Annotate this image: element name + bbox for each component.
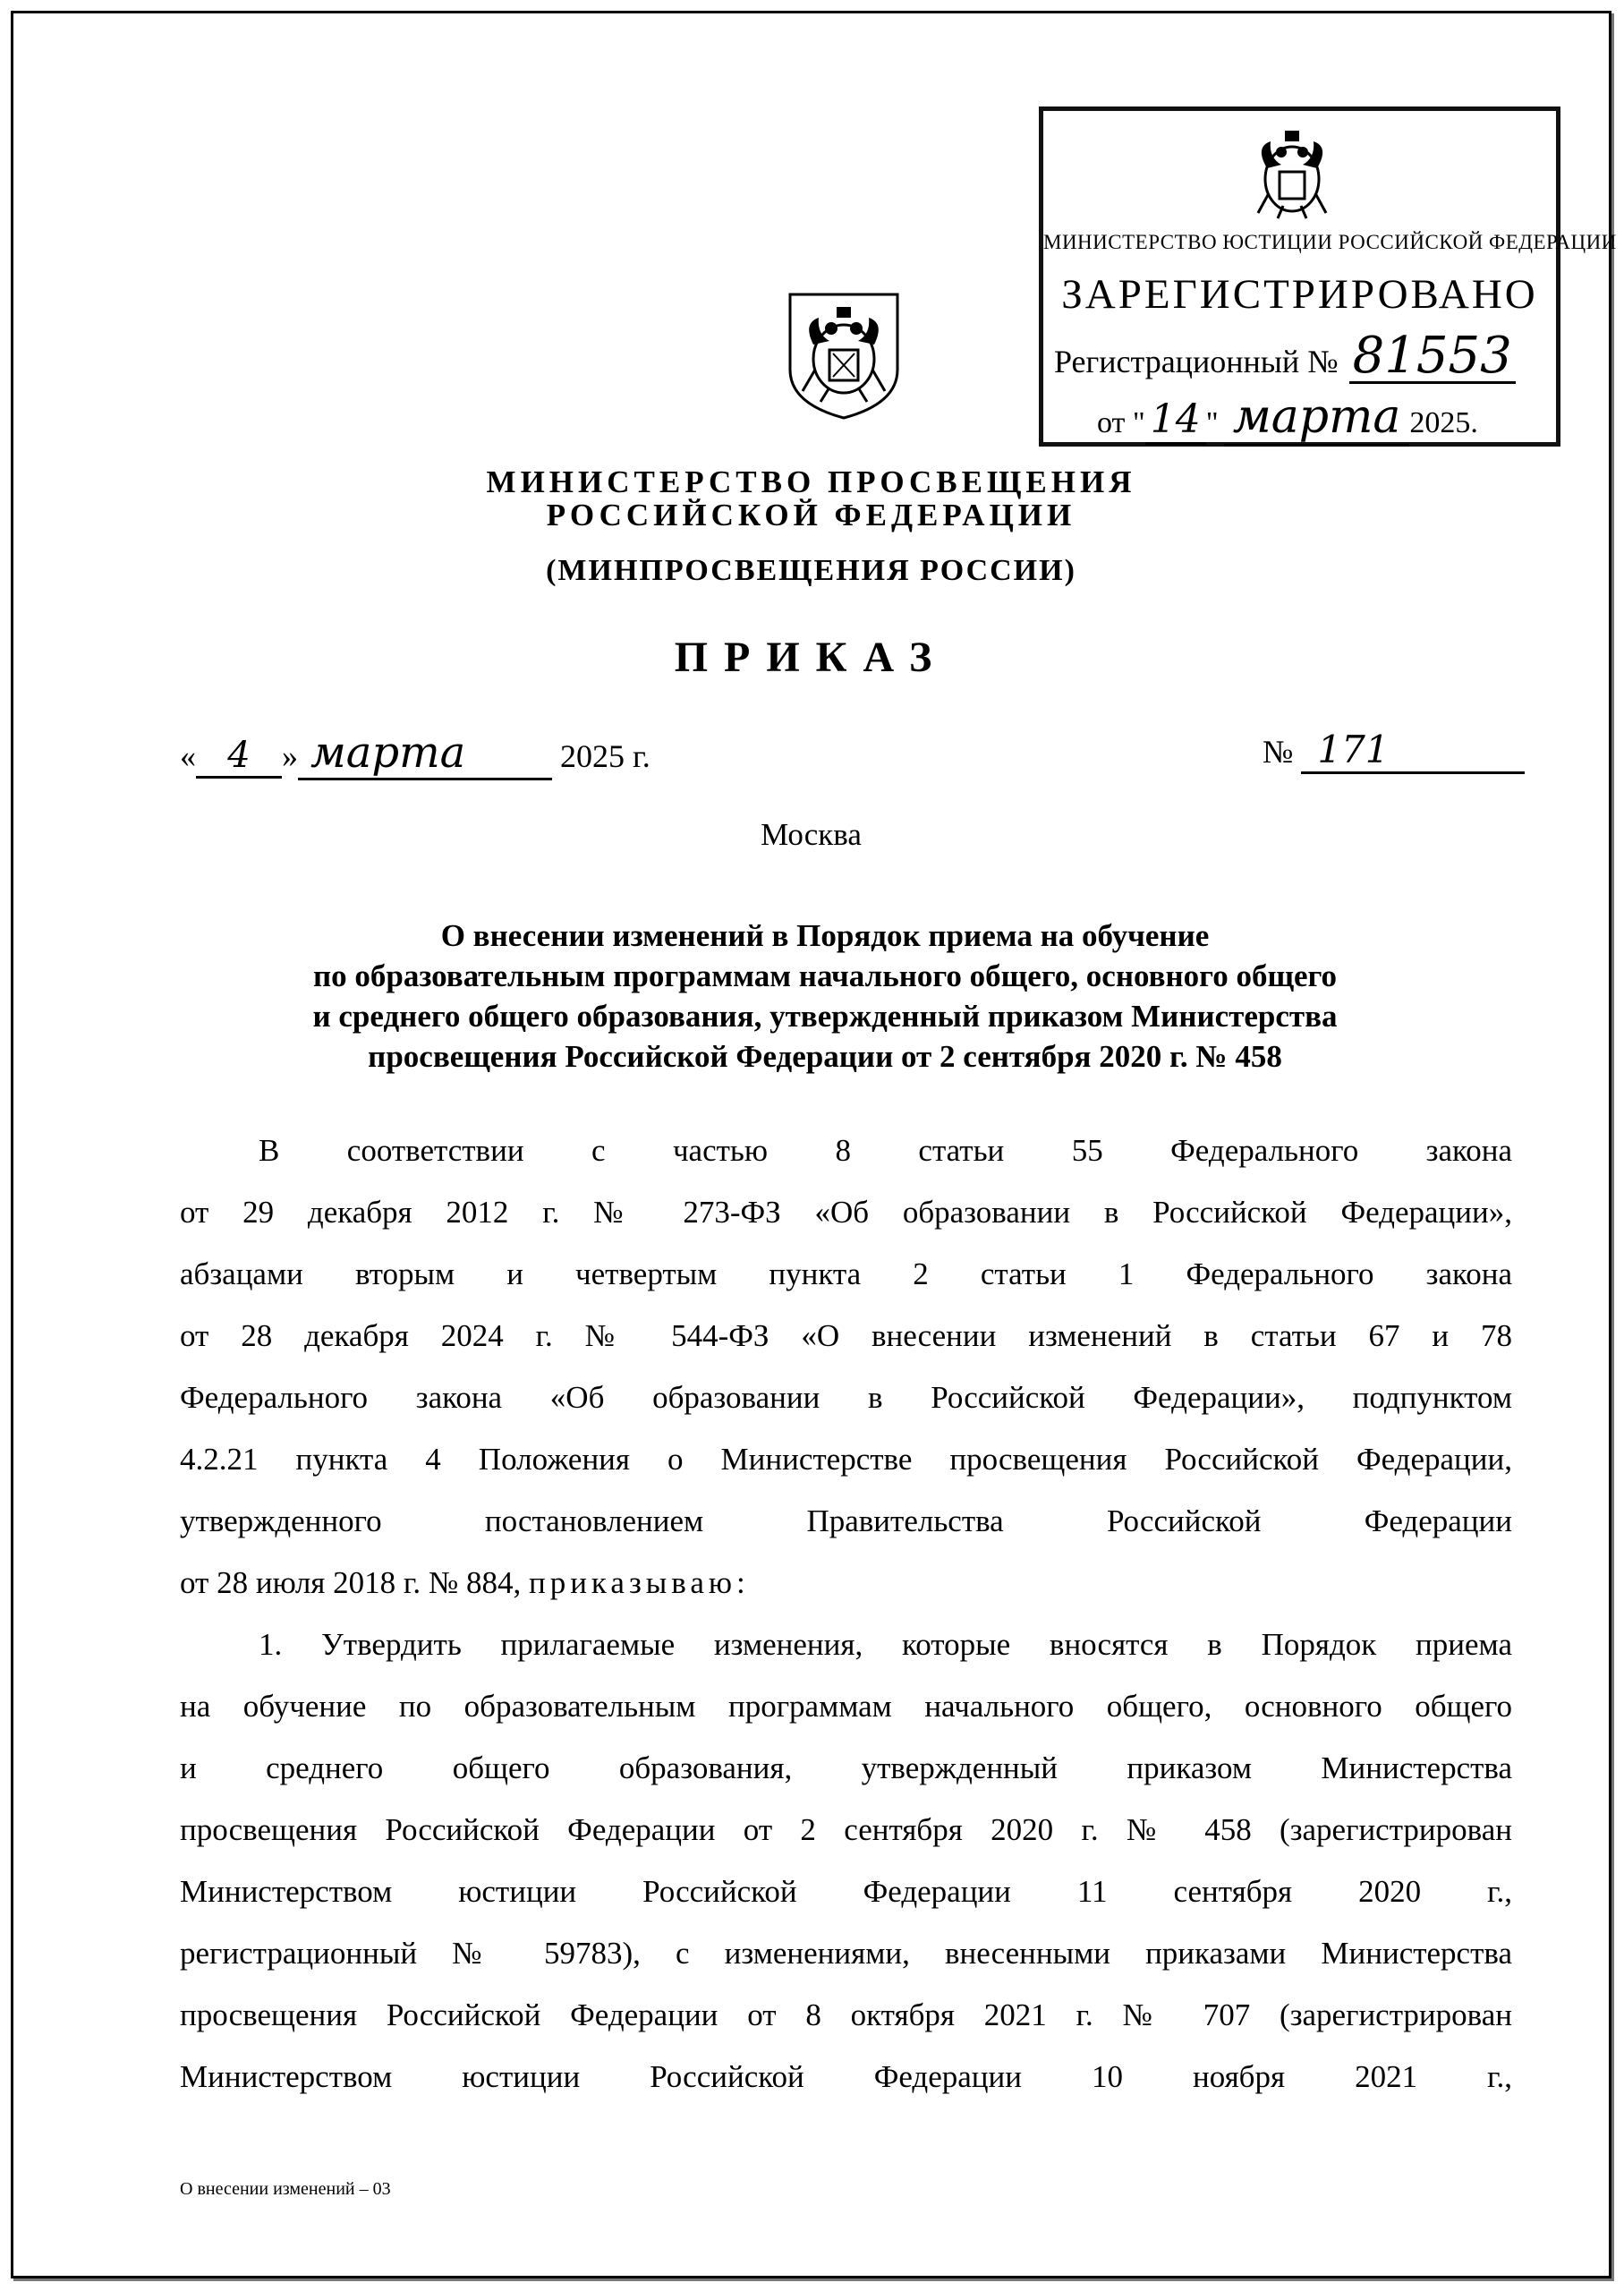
- number-value: 171: [1301, 728, 1525, 774]
- date-month: марта: [298, 728, 552, 780]
- date-close-quote: »: [282, 738, 298, 774]
- body-line: Министерством юстиции Российской Федерации 11 сентября 2020 г.,: [180, 1874, 1512, 1909]
- title-line: просвещения Российской Федерации от 2 сентября 2020 г. № 458: [368, 1039, 1282, 1074]
- order-title: [180, 916, 1470, 1077]
- body-line: от 28 декабря 2024 г. № 544-ФЗ «О внесении изменений в статьи 67 и 78: [180, 1318, 1512, 1353]
- document-page: [11, 11, 1617, 2278]
- body-text: от 28 июля 2018 г. № 884,: [180, 1565, 522, 1600]
- title-line: и среднего общего образования, утвержденный приказом Министерства: [312, 999, 1338, 1034]
- body-line: и среднего общего образования, утвержденный приказом Министерства: [180, 1750, 1512, 1785]
- stamp-status-text: ЗАРЕГИСТРИРОВАНО: [1061, 271, 1538, 318]
- body-line: абзацами вторым и четвертым пункта 2 статьи 1 Федерального закона: [180, 1256, 1512, 1291]
- order-heading: ПРИКАЗ: [674, 634, 948, 681]
- coat-of-arms-emblem: [776, 287, 912, 423]
- ministry-short-name: (МИНПРОСВЕЩЕНИЯ РОССИИ): [546, 554, 1076, 587]
- ministry-name-line2: РОССИЙСКОЙ ФЕДЕРАЦИИ: [546, 498, 1076, 532]
- body-line: Федерального закона «Об образовании в Российской Федерации», подпунктом: [180, 1380, 1512, 1415]
- city-name: Москва: [761, 817, 862, 852]
- registration-stamp: [1039, 106, 1617, 447]
- title-line: О внесении изменений в Порядок приема на обучение: [440, 918, 1210, 953]
- stamp-reg-label: Регистрационный №: [1054, 344, 1339, 379]
- body-line: просвещения Российской Федерации от 2 сентября 2020 г. № 458 (зарегистрирован: [180, 1812, 1512, 1847]
- stamp-date-month: марта: [1224, 390, 1410, 447]
- stamp-date-line: [1097, 390, 1478, 447]
- stamp-date-mid: ": [1205, 406, 1219, 439]
- stamp-date-year: 2025.: [1409, 406, 1478, 439]
- number-sign: №: [1263, 734, 1294, 770]
- body-line: просвещения Российской Федерации от 8 октября 2021 г. № 707 (зарегистрирован: [180, 1997, 1512, 2032]
- order-date: [180, 728, 650, 780]
- body-line: утвержденного постановлением Правительства Российской Федерации: [180, 1503, 1512, 1538]
- body-line: В соответствии с частью 8 статьи 55 Федерального закона: [259, 1133, 1512, 1168]
- ministry-name-line1: МИНИСТЕРСТВО ПРОСВЕЩЕНИЯ: [486, 464, 1136, 499]
- date-open-quote: «: [180, 738, 196, 774]
- body-line: на обучение по образовательным программам начального общего, основного общего: [180, 1689, 1512, 1724]
- body-line: 4.2.21 пункта 4 Положения о Министерстве просвещения Российской Федерации,: [180, 1442, 1512, 1477]
- order-verb: приказываю:: [528, 1565, 750, 1600]
- stamp-ministry-text: МИНИСТЕРСТВО ЮСТИЦИИ РОССИЙСКОЙ ФЕДЕРАЦИИ: [1043, 231, 1617, 253]
- stamp-eagle-icon: [1242, 123, 1342, 222]
- stamp-reg-number: 81553: [1349, 331, 1516, 384]
- body-line: Министерством юстиции Российской Федерации 10 ноября 2021 г.,: [180, 2059, 1512, 2094]
- body-line: 1. Утвердить прилагаемые изменения, которые вносятся в Порядок приема: [259, 1627, 1512, 1662]
- date-day: 4: [196, 735, 282, 779]
- body-line: регистрационный № 59783), с изменениями, внесенными приказами Министерства: [180, 1936, 1512, 1971]
- footer-text: О внесении изменений – 03: [180, 2179, 391, 2199]
- stamp-date-day: 14: [1145, 396, 1206, 445]
- stamp-reg-line: [1054, 327, 1516, 385]
- title-line: по образовательным программам начального общего, основного общего: [312, 958, 1338, 993]
- date-year: 2025 г.: [560, 738, 650, 774]
- body-line: [180, 1552, 1512, 1614]
- body-line: от 29 декабря 2012 г. № 273-ФЗ «Об образовании в Российской Федерации»,: [180, 1195, 1512, 1230]
- order-number: [1263, 728, 1525, 774]
- order-body: [180, 1120, 1512, 2108]
- stamp-date-prefix: от ": [1097, 406, 1145, 439]
